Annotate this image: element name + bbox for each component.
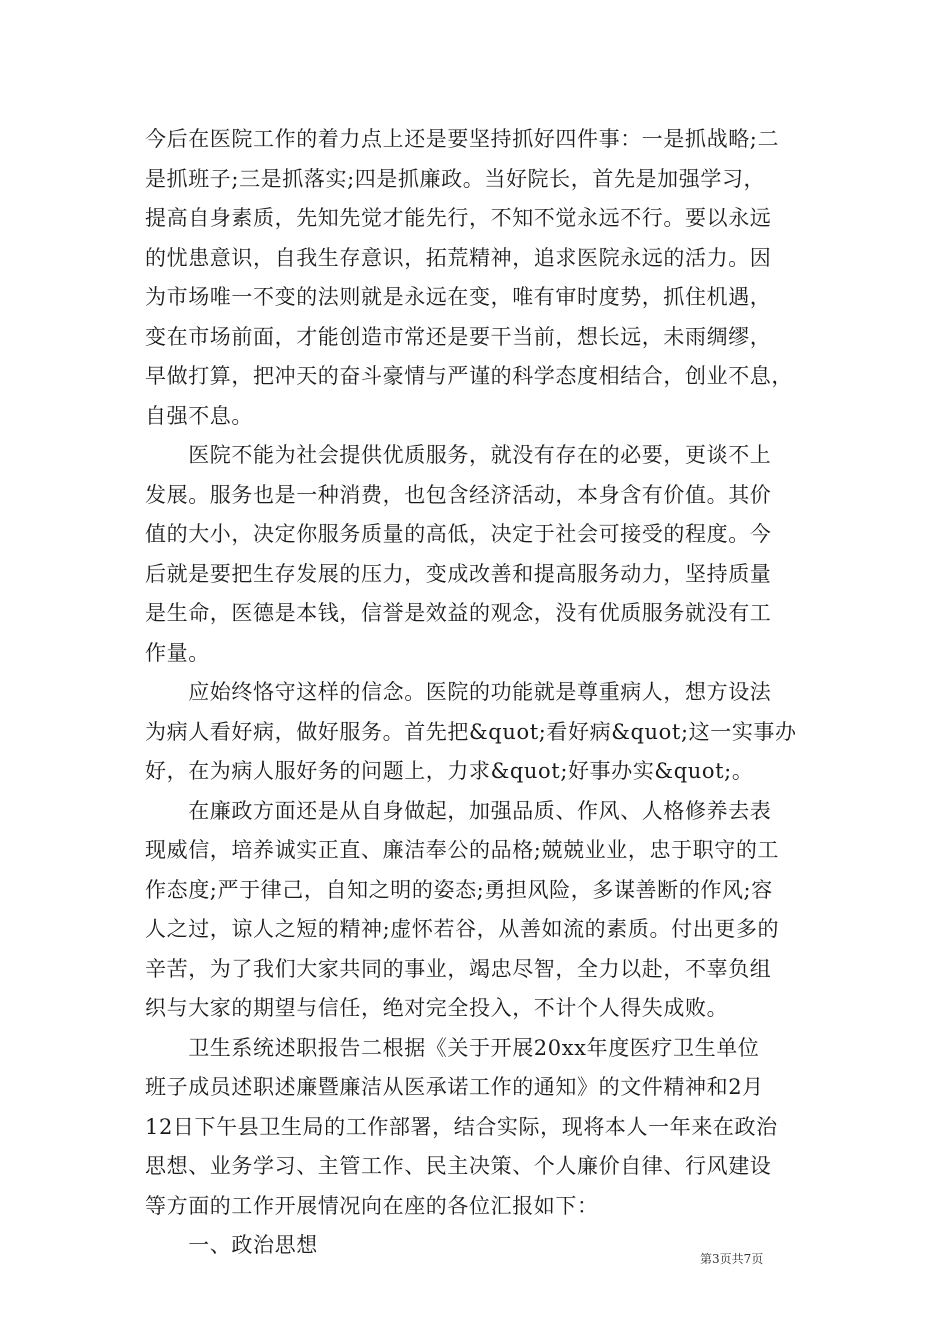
text-line: 作态度;严于律己，自知之明的姿态;勇担风险，多谋善断的作风;容 bbox=[145, 877, 773, 902]
text-line: 今后在医院工作的着力点上还是要坚持抓好四件事：一是抓战略;二 bbox=[145, 127, 780, 151]
paragraph bbox=[145, 120, 825, 436]
paragraph bbox=[145, 436, 825, 673]
text-line: 值的大小，决定你服务质量的高低，决定于社会可接受的程度。今 bbox=[145, 522, 772, 546]
text-line: 等方面的工作开展情况向在座的各位汇报如下： bbox=[145, 1193, 599, 1218]
text-line: 的忧患意识，自我生存意识，拓荒精神，追求医院永远的活力。因 bbox=[145, 245, 772, 270]
text-line: 好，在为病人服好务的问题上，力求&quot;好事办实&quot;。 bbox=[145, 759, 754, 783]
paragraph bbox=[145, 792, 825, 1029]
document-body bbox=[145, 120, 825, 1266]
text-line: 在廉政方面还是从自身做起，加强品质、作风、人格修养去表 bbox=[145, 798, 772, 823]
text-line: 12日下午县卫生局的工作部署，结合实际，现将本人一年来在政治 bbox=[145, 1114, 778, 1139]
text-line: 现威信，培养诚实正直、廉洁奉公的品格;兢兢业业，忠于职守的工 bbox=[145, 838, 780, 862]
text-line: 为病人看好病，做好服务。首先把&quot;看好病&quot;这一实事办 bbox=[145, 719, 797, 744]
text-line: 一、政治思想 bbox=[145, 1233, 318, 1257]
text-line: 发展。服务也是一种消费，也包含经济活动，本身含有价值。其价 bbox=[145, 482, 772, 507]
text-line: 医院不能为社会提供优质服务，就没有存在的必要，更谈不上 bbox=[145, 443, 772, 467]
text-line: 辛苦，为了我们大家共同的事业，竭忠尽智，全力以赴，不辜负组 bbox=[145, 956, 772, 981]
paragraph bbox=[145, 1029, 825, 1227]
text-line: 提高自身素质，先知先觉才能先行，不知不觉永远不行。要以永远 bbox=[145, 206, 772, 230]
text-line: 人之过，谅人之短的精神;虚怀若谷，从善如流的素质。付出更多的 bbox=[145, 917, 780, 941]
text-line: 早做打算，把冲天的奋斗豪情与严谨的科学态度相结合，创业不息， bbox=[145, 364, 793, 388]
text-line: 班子成员述职述廉暨廉洁从医承诺工作的通知》的文件精神和2月 bbox=[145, 1075, 764, 1099]
paragraph bbox=[145, 673, 825, 792]
text-line: 是抓班子;三是抓落实;四是抓廉政。当好院长，首先是加强学习， bbox=[145, 166, 766, 191]
text-line: 织与大家的期望与信任，绝对完全投入，不计个人得失成败。 bbox=[145, 996, 729, 1020]
page-number: 第3页共7页 bbox=[700, 1252, 764, 1266]
text-line: 思想、业务学习、主管工作、民主决策、个人廉价自律、行风建设 bbox=[145, 1154, 772, 1178]
text-line: 为市场唯一不变的法则就是永远在变，唯有审时度势，抓住机遇， bbox=[145, 285, 772, 309]
text-line: 自强不息。 bbox=[145, 403, 253, 428]
text-line: 后就是要把生存发展的压力，变成改善和提高服务动力，坚持质量 bbox=[145, 561, 772, 586]
text-line: 变在市场前面，才能创造市常还是要干当前，想长远，未雨绸缪， bbox=[145, 324, 772, 349]
text-line: 卫生系统述职报告二根据《关于开展20xx年度医疗卫生单位 bbox=[145, 1035, 760, 1060]
text-line: 是生命，医德是本钱，信誉是效益的观念，没有优质服务就没有工 bbox=[145, 601, 772, 625]
text-line: 应始终恪守这样的信念。医院的功能就是尊重病人，想方设法 bbox=[145, 680, 772, 704]
text-line: 作量。 bbox=[145, 640, 210, 665]
